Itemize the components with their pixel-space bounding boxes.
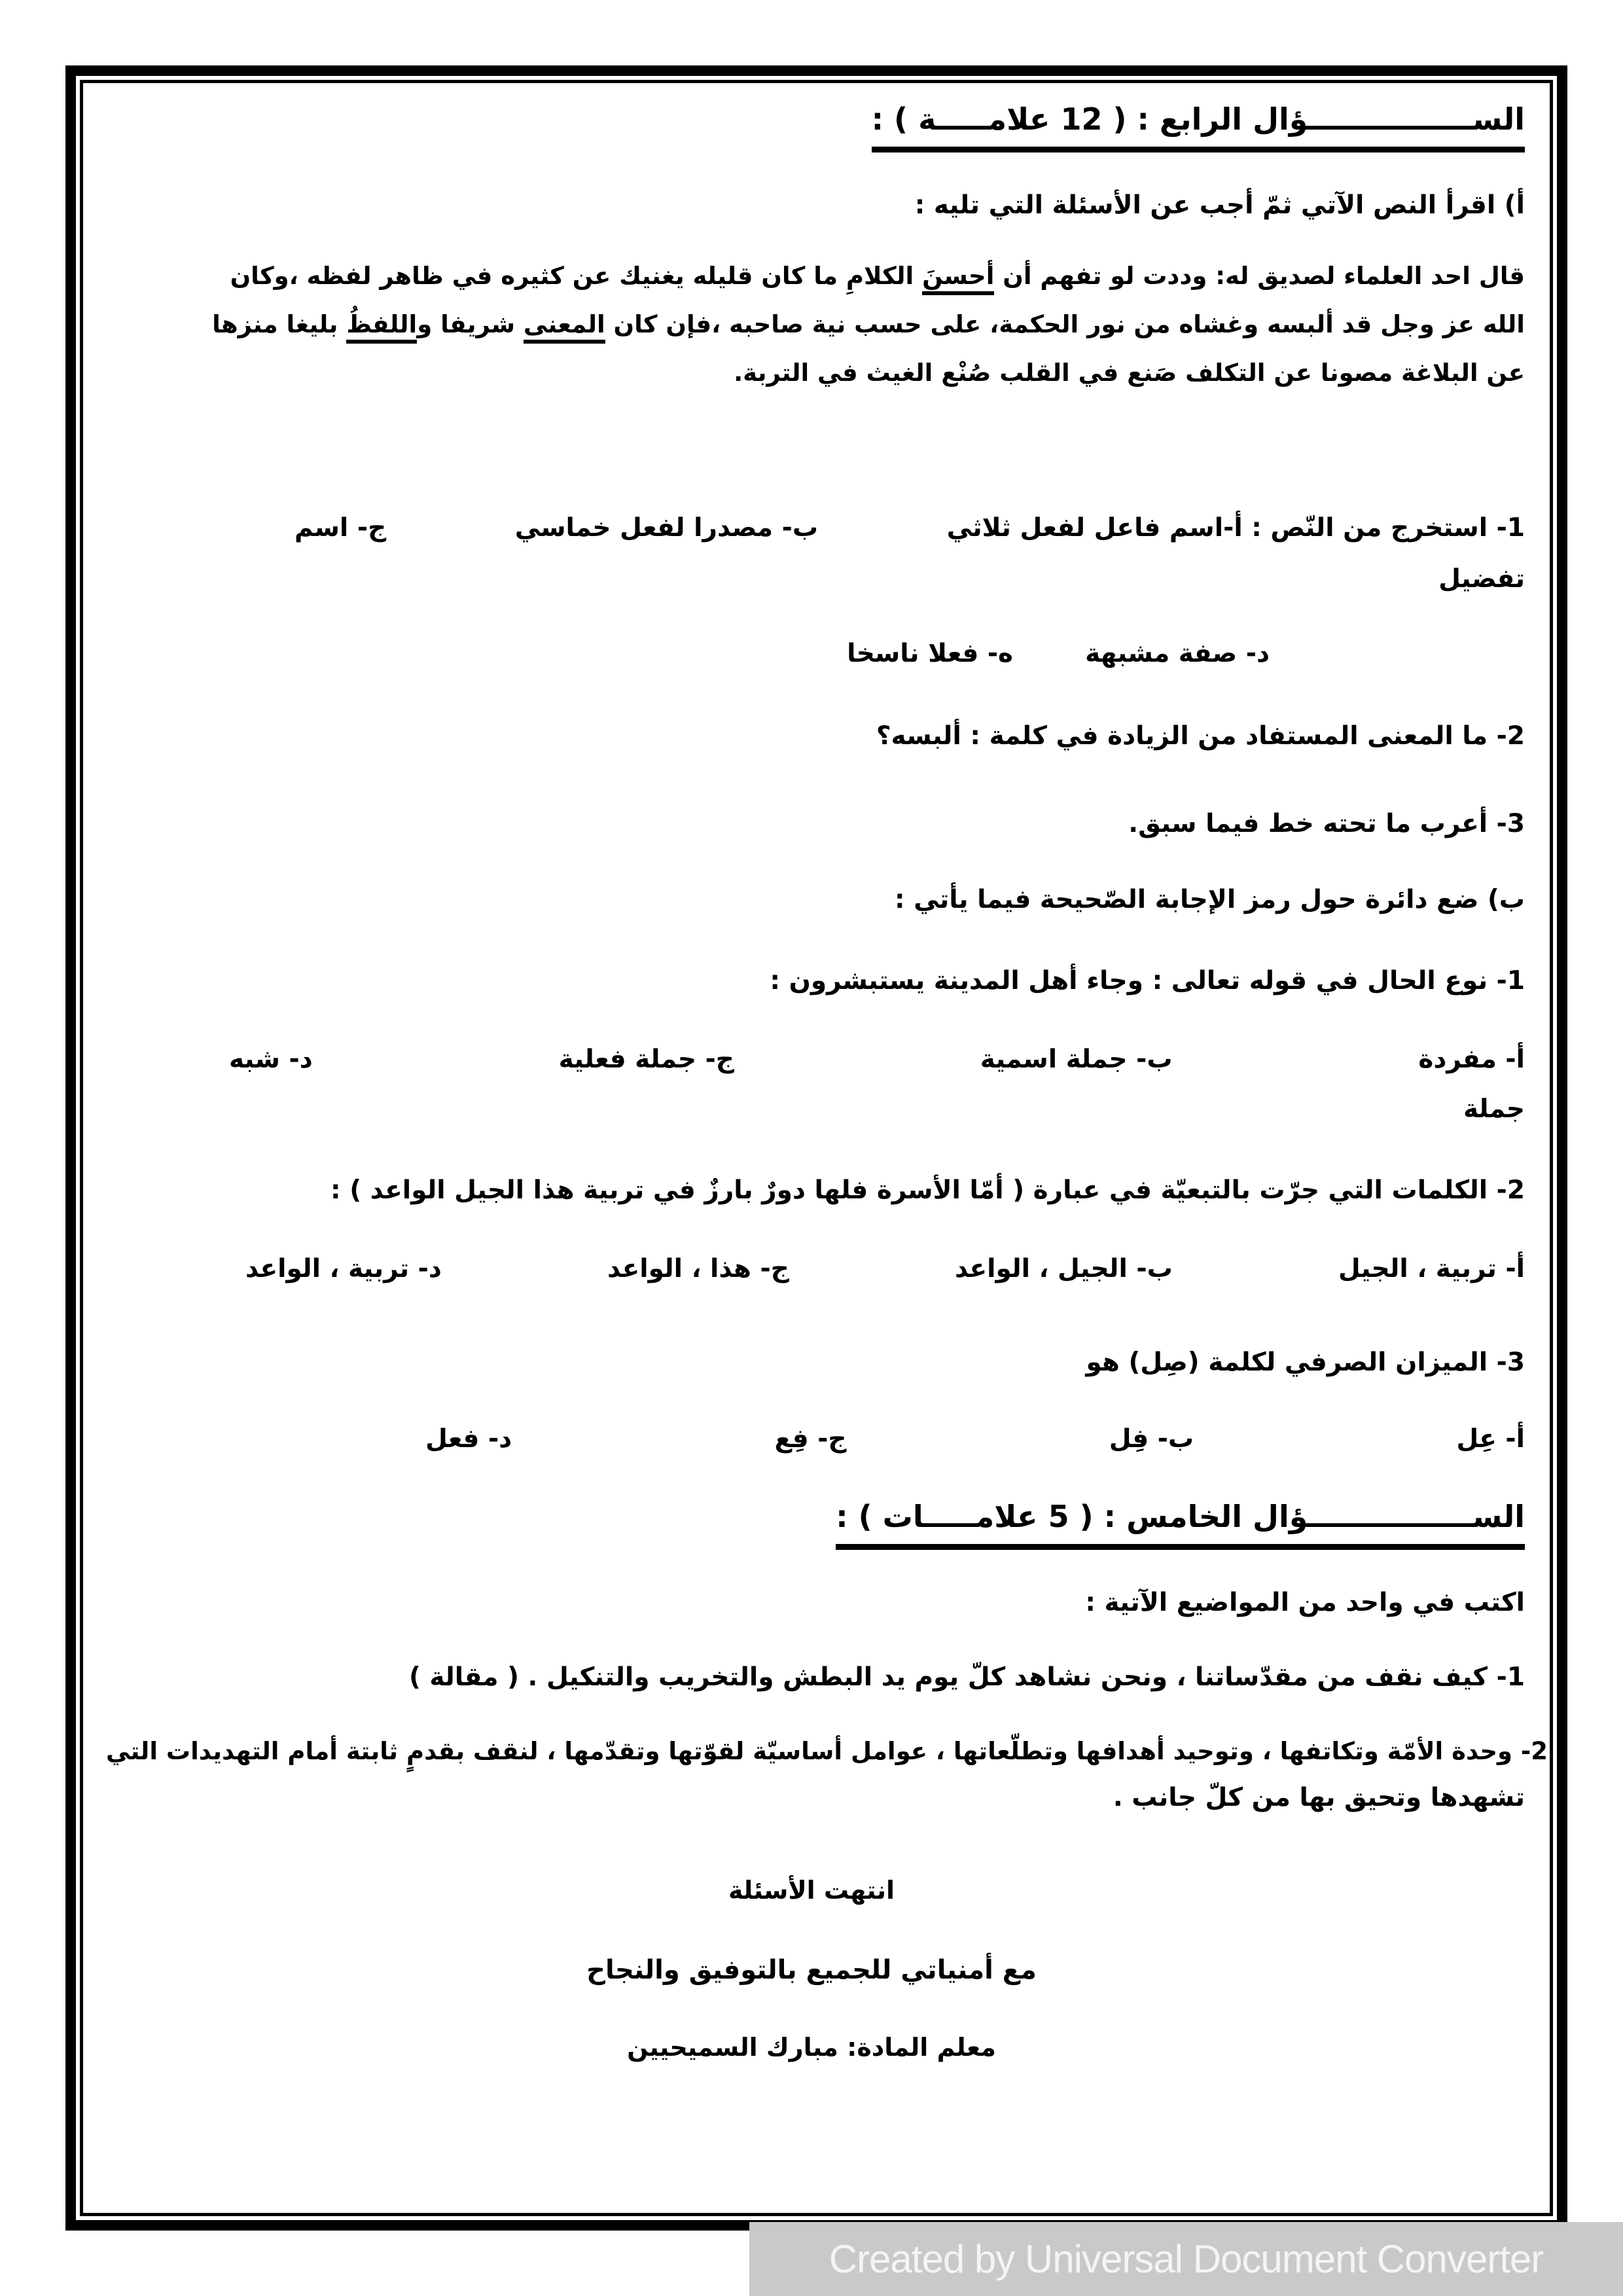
essay-topic-2-line-2: تشهدها وتحيق بها من كلّ جانب . — [1113, 1782, 1525, 1812]
question-4-title — [98, 98, 1525, 152]
essay-topic-2-line-1: 2- وحدة الأمّة وتكاتفها ، وتوحيد أهدافها وتطلّعاتها ، عوامل أساسيّة لقوّتها وتقدّمها ، لنقف بقدمٍ ثابتة أمام التهديدات التي — [105, 1737, 1548, 1765]
q1-options-d-h-row — [98, 636, 1525, 672]
mcq2-option-b: ب- الجيل ، الواعد — [954, 1254, 1173, 1283]
question-5-title — [98, 1496, 1525, 1550]
q1-option-h: ه- فعلا ناسخا — [847, 639, 1014, 668]
question-5-intro: اكتب في واحد من المواضيع الآتية : — [1085, 1588, 1525, 1617]
essay-topic-1: 1- كيف نقف من مقدّساتنا ، ونحن نشاهد كلّ يوم يد البطش والتخريب والتنكيل . ( مقالة ) — [409, 1662, 1525, 1692]
exam-content — [98, 0, 1548, 2296]
teacher-name-line: معلم المادة: مبارك السميحيين — [627, 2033, 996, 2062]
q1-option-c-wrap: تفضيل — [1438, 564, 1525, 594]
mcq2-option-d: د- تربية ، الواعد — [245, 1254, 442, 1283]
passage-line-2: الله عز وجل قد ألبسه وغشاه من نور الحكمة، على حسب نية صاحبه ،فإن كان المعنى شريفا واللفظُ بليغا منزها — [98, 300, 1525, 349]
q2-meaning-question: 2- ما المعنى المستفاد من الزيادة في كلمة : ألبسه؟ — [876, 721, 1525, 751]
mcq2-option-a: أ- تربية ، الجيل — [1338, 1254, 1525, 1283]
mcq1-option-b: ب- جملة اسمية — [980, 1045, 1173, 1074]
q1-option-c: ج- اسم — [294, 513, 387, 543]
question-5-title-text: الســــــــــــــــؤال الخامس : ( 5 علامـــــات ) : — [836, 1496, 1525, 1550]
mcq2-options-row — [98, 1251, 1525, 1287]
mcq1-options-row — [98, 1042, 1525, 1078]
essay-topic-2 — [98, 1734, 1548, 1816]
passage-line-3: عن البلاغة مصونا عن التكلف صَنع في القلب صُنْع الغيث في التربة. — [734, 359, 1525, 387]
mcq1-option-c: ج- جملة فعلية — [558, 1045, 734, 1074]
passage-line-1: قال احد العلماء لصديق له: وددت لو تفهم أن أحسنَ الكلامِ ما كان قليله يغنيك عن كثيره في ظاهر لفظه ،وكان — [98, 252, 1525, 300]
mcq3-option-c: ج- فِع — [774, 1424, 847, 1454]
mcq2-option-c: ج- هذا ، الواعد — [607, 1254, 789, 1283]
reading-passage — [98, 252, 1525, 397]
question-4-title-text: الســــــــــــــــؤال الرابع : ( 12 علامـــــة ) : — [872, 98, 1525, 152]
question-4-part-a-intro: أ) اقرأ النص الآتي ثمّ أجب عن الأسئلة التي تليه : — [914, 190, 1525, 220]
q1-extract-row — [98, 511, 1525, 547]
mcq3-option-d: د- فعل — [425, 1424, 512, 1454]
converter-watermark: Created by Universal Document Converter — [749, 2222, 1623, 2296]
mcq3-options-row — [98, 1422, 1525, 1458]
mcq2-stem: 2- الكلمات التي جرّت بالتبعيّة في عبارة ( أمّا الأسرة فلها دورٌ بارزٌ في تربية هذا الجيل الواعد ) : — [330, 1175, 1525, 1205]
q1-option-d: د- صفة مشبهة — [1085, 639, 1270, 668]
mcq1-option-d-wrap: جملة — [1463, 1094, 1525, 1124]
mcq3-option-a: أ- عِل — [1456, 1424, 1525, 1454]
q3-parse-question: 3- أعرب ما تحته خط فيما سبق. — [1128, 809, 1525, 838]
underlined-word-lafz: اللفظُ — [346, 310, 417, 344]
good-luck-note: مع أمنياتي للجميع بالتوفيق والنجاح — [586, 1955, 1037, 1985]
mcq3-stem: 3- الميزان الصرفي لكلمة (صِل) هو — [1086, 1348, 1525, 1377]
underlined-word-maana: المعنى — [524, 310, 605, 344]
q1-option-b: ب- مصدرا لفعل خماسي — [514, 513, 819, 543]
underlined-word-ahsan: أحسنَ — [922, 262, 994, 295]
question-4-part-b-intro: ب) ضع دائرة حول رمز الإجابة الصّحيحة فيما يأتي : — [894, 885, 1525, 914]
mcq3-option-b: ب- فِل — [1109, 1424, 1194, 1454]
mcq1-option-a: أ- مفردة — [1418, 1045, 1525, 1074]
mcq1-stem: 1- نوع الحال في قوله تعالى : وجاء أهل المدينة يستبشرون : — [770, 966, 1525, 996]
q1-lead: 1- استخرج من النّص : أ-اسم فاعل لفعل ثلاثي — [946, 513, 1525, 543]
mcq1-option-d: د- شبه — [229, 1045, 313, 1074]
questions-ended-note: انتهت الأسئلة — [728, 1876, 895, 1905]
